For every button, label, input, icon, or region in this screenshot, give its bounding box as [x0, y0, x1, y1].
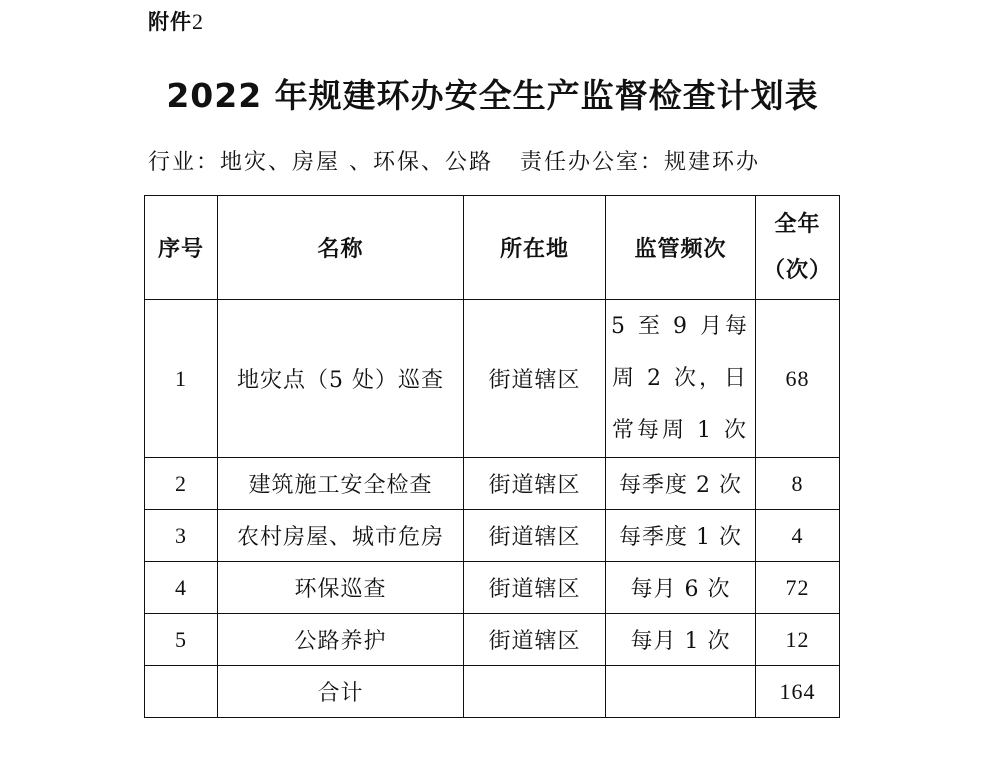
cell-location: 街道辖区 — [464, 458, 606, 510]
summary-total: 164 — [756, 666, 840, 718]
cell-no: 4 — [145, 562, 218, 614]
cell-name: 建筑施工安全检查 — [218, 458, 464, 510]
table-row — [145, 510, 840, 562]
cell-total: 12 — [756, 614, 840, 666]
cell-name: 农村房屋、城市危房 — [218, 510, 464, 562]
header-no: 序号 — [145, 196, 218, 300]
cell-no: 3 — [145, 510, 218, 562]
frequency-line: 周 2 次，日 — [612, 365, 749, 391]
document-title: 2022 年规建环办安全生产监督检查计划表 — [166, 76, 819, 115]
cell-total: 68 — [756, 300, 840, 458]
cell-frequency: 每月 1 次 — [606, 614, 756, 666]
cell-frequency-empty — [606, 666, 756, 718]
frequency-line: 5 至 9 月每 — [611, 313, 750, 339]
cell-no: 1 — [145, 300, 218, 458]
cell-location: 街道辖区 — [464, 614, 606, 666]
header-total-line2: （次） — [762, 257, 832, 283]
table-row — [145, 300, 840, 458]
cell-total: 8 — [756, 458, 840, 510]
cell-frequency — [606, 300, 756, 458]
table-row — [145, 562, 840, 614]
cell-frequency: 每季度 2 次 — [606, 458, 756, 510]
header-location: 所在地 — [464, 196, 606, 300]
cell-name: 地灾点（5 处）巡查 — [218, 300, 464, 458]
cell-location: 街道辖区 — [464, 300, 606, 458]
summary-label: 合计 — [218, 666, 464, 718]
cell-no: 2 — [145, 458, 218, 510]
cell-no: 5 — [145, 614, 218, 666]
attachment-number: 2 — [192, 9, 204, 34]
cell-location: 街道辖区 — [464, 562, 606, 614]
header-name: 名称 — [218, 196, 464, 300]
inspection-plan-table — [144, 195, 840, 718]
industry-responsibility-line: 行业：地灾、房屋 、环保、公路 责任办公室：规建环办 — [148, 150, 760, 175]
attachment-label — [148, 6, 204, 36]
summary-row — [145, 666, 840, 718]
cell-location: 街道辖区 — [464, 510, 606, 562]
header-total-line1: 全年 — [774, 211, 821, 237]
header-frequency: 监管频次 — [606, 196, 756, 300]
header-total — [756, 196, 840, 300]
table-row — [145, 614, 840, 666]
cell-location-empty — [464, 666, 606, 718]
frequency-line: 常每周 1 次 — [612, 417, 749, 443]
cell-frequency: 每季度 1 次 — [606, 510, 756, 562]
cell-no-empty — [145, 666, 218, 718]
table-header-row — [145, 196, 840, 300]
attachment-text: 附件 — [148, 10, 192, 34]
cell-name: 环保巡查 — [218, 562, 464, 614]
cell-name: 公路养护 — [218, 614, 464, 666]
cell-total: 72 — [756, 562, 840, 614]
table-row — [145, 458, 840, 510]
cell-frequency: 每月 6 次 — [606, 562, 756, 614]
cell-total: 4 — [756, 510, 840, 562]
